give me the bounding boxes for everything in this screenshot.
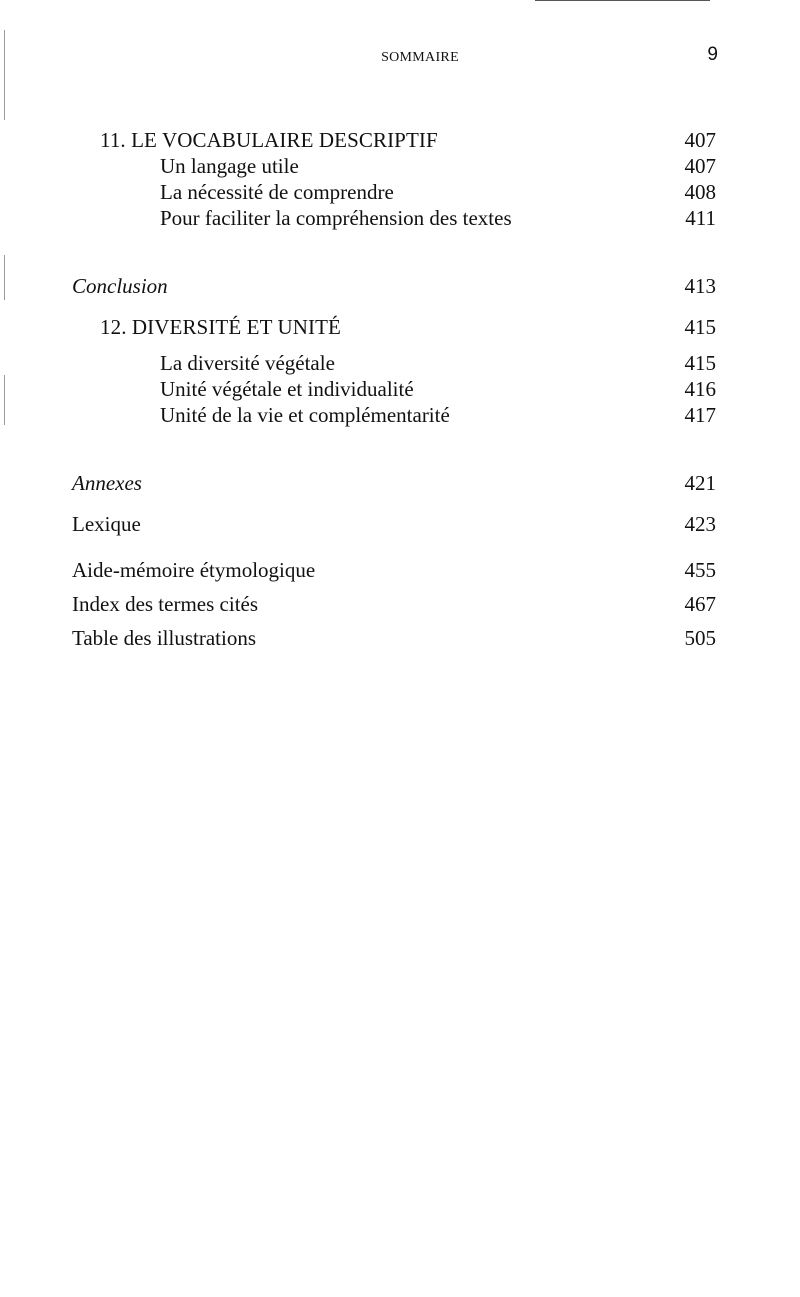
- toc-entry[interactable]: [0, 154, 800, 182]
- toc-entry-label: Conclusion: [72, 274, 168, 298]
- toc-entry-page: 408: [684, 180, 716, 204]
- toc-entry-label: Pour faciliter la compréhension des textes: [160, 206, 512, 230]
- toc-entry-label: Lexique: [72, 512, 141, 536]
- toc-entry-page: 505: [684, 626, 716, 650]
- toc-entry-chapter-12[interactable]: [0, 315, 800, 343]
- margin-mark: [4, 30, 5, 120]
- running-head-page-number: 9: [707, 44, 718, 65]
- toc-entry-page: 415: [684, 315, 716, 339]
- toc-entry[interactable]: [0, 626, 800, 654]
- toc-entry[interactable]: [0, 592, 800, 620]
- toc-entry-label: La nécessité de comprendre: [160, 180, 394, 204]
- toc-entry-page: 407: [684, 154, 716, 178]
- toc-entry-page: 415: [684, 351, 716, 375]
- toc-entry-page: 407: [684, 128, 716, 152]
- toc-entry-page: 411: [685, 206, 716, 230]
- toc-entry-annexes[interactable]: [0, 471, 800, 499]
- toc-entry-page: 455: [684, 558, 716, 582]
- toc-entry-page: 416: [684, 377, 716, 401]
- toc-entry-label: Unité de la vie et complémentarité: [160, 403, 450, 427]
- toc-entry[interactable]: [0, 558, 800, 586]
- toc-entry-page: 423: [684, 512, 716, 536]
- toc-entry[interactable]: [0, 206, 800, 234]
- toc-entry-page: 467: [684, 592, 716, 616]
- top-rule: [535, 0, 710, 1]
- toc-entry-page: 417: [684, 403, 716, 427]
- toc-entry[interactable]: [0, 180, 800, 208]
- toc-entry-label: Table des illustrations: [72, 626, 256, 650]
- toc-entry-chapter-11[interactable]: [0, 128, 800, 156]
- running-head-title: sommaire: [381, 44, 459, 66]
- toc-entry[interactable]: [0, 351, 800, 379]
- toc-entry-label: Unité végétale et individualité: [160, 377, 414, 401]
- toc-entry-label: 12. DIVERSITÉ ET UNITÉ: [100, 315, 341, 339]
- toc-entry-label: Annexes: [72, 471, 142, 495]
- toc-entry-lexique[interactable]: [0, 512, 800, 540]
- toc-entry[interactable]: [0, 377, 800, 405]
- toc-entry-label: Index des termes cités: [72, 592, 259, 616]
- toc-entry-label: 11. LE VOCABULAIRE DESCRIPTIF: [100, 128, 438, 152]
- toc-entry-conclusion[interactable]: [0, 274, 800, 302]
- toc-entry-page: 413: [684, 274, 716, 298]
- toc-entry-label: Un langage utile: [160, 154, 299, 178]
- toc-entry[interactable]: [0, 403, 800, 431]
- toc-entry-label: La diversité végétale: [160, 351, 335, 375]
- toc-entry-page: 421: [684, 471, 716, 495]
- toc-entry-label: Aide-mémoire étymologique: [72, 558, 316, 582]
